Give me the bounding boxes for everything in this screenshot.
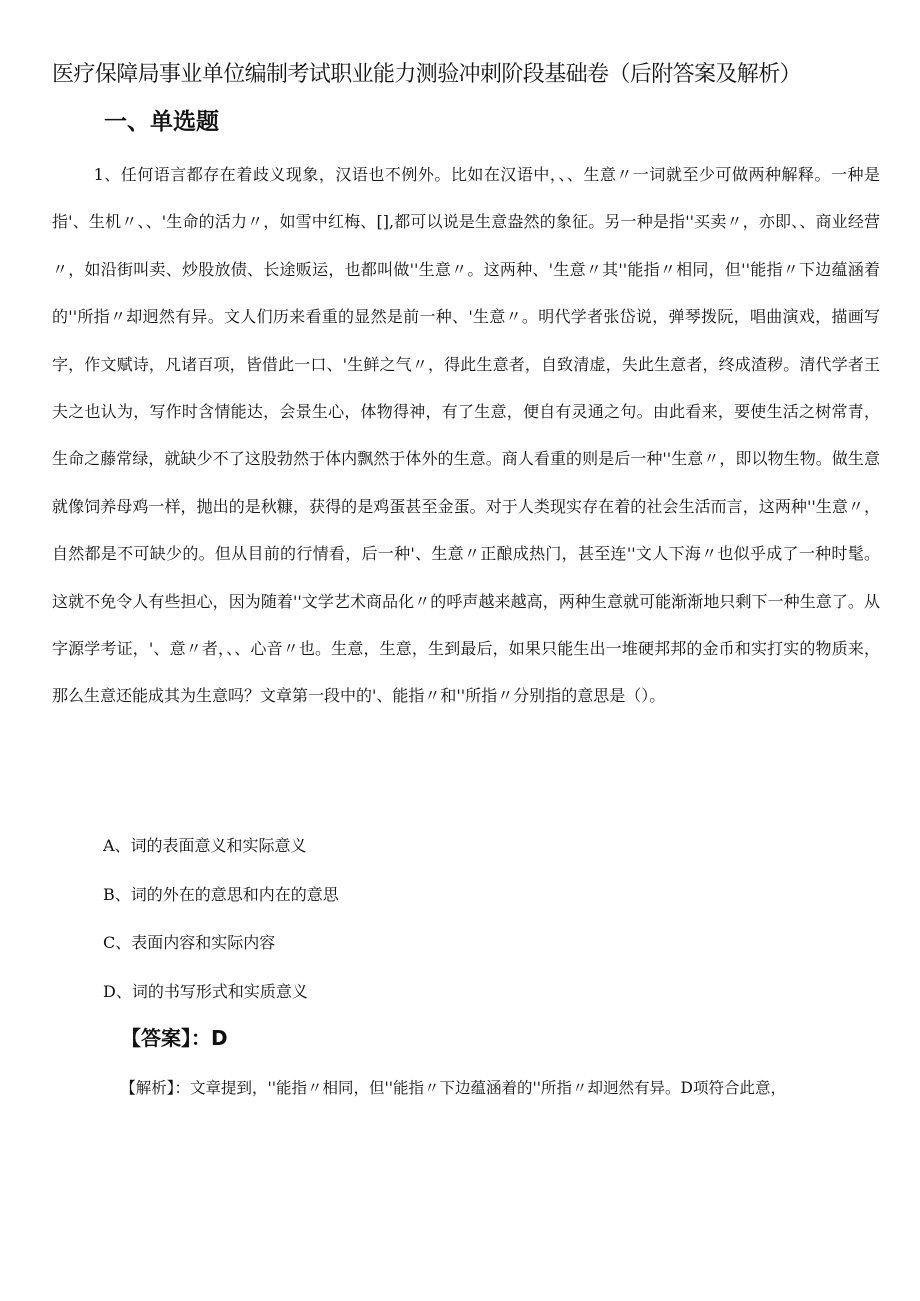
option-c: C、表面内容和实际内容 <box>103 933 276 953</box>
explanation-text <box>52 1064 880 1112</box>
answer-line: 【答案】：D <box>121 1026 228 1050</box>
question-text: 1、任何语言都存在着歧义现象，汉语也不例外。比如在汉语中，、、生意〃一词就至少可做两种解释。一种是指'、生机〃、、'生命的活力〃，如雪中红梅、[],都可以说是生意盎然的象征。另一种是指''买卖〃，亦即、、商业经营〃，如沿街叫卖、炒股放债、长途贩运，也都叫做''生意〃。这两种、'生意〃其''能指〃相同，但''能指〃下边蕴涵着的''所指〃却迥然有异。文人们历来看重的显然是前一种、'生意〃。明代学者张岱说，弹琴拨阮，唱曲演戏，描画写字，作文赋诗，凡诸百项，皆借此一口、'生鲜之气〃，得此生意者，自致清虚，失此生意者，终成渣秽。清代学者王夫之也认为，写作时含情能达，会景生心，体物得神，有了生意，便自有灵通之句。由此看来，要使生活之树常青，生命之藤常绿，就缺少不了这股勃然于体内飘然于体外的生意。商人看重的则是后一种''生意〃，即以物生物。做生意就像饲养母鸡一样，抛出的是秋糠，获得的是鸡蛋甚至金蛋。对于人类现实存在着的社会生活而言，这两种''生意〃，自然都是不可缺少的。但从目前的行情看，后一种'、生意〃正酿成热门，甚至连''文人下海〃也似乎成了一种时髦。这就不免令人有些担心，因为随着''文学艺术商品化〃的呼声越来越高，两种生意就可能渐渐地只剩下一种生意了。从字源学考证，'、意〃者，、、心音〃也。生意，生意，生到最后，如果只能生出一堆硬邦邦的金币和实打实的物质来，那么生意还能成其为生意吗？文章第一段中的'、能指〃和''所指〃分别指的意思是（）。 <box>52 165 880 706</box>
document-title: 医疗保障局事业单位编制考试职业能力测验冲刺阶段基础卷（后附答案及解析） <box>52 62 802 87</box>
option-a: A、词的表面意义和实际意义 <box>103 836 307 855</box>
explanation-body: ：文章提到，''能指〃相同，但''能指〃下边蕴涵着的''所指〃却迥然有异。D项符合此意， <box>174 1079 786 1097</box>
answer-options <box>103 822 339 1017</box>
section-heading: 一、单选题 <box>104 109 219 135</box>
option-d: D、词的书写形式和实质意义 <box>103 982 308 1002</box>
option-b: B、词的外在的意思和内在的意思 <box>103 884 339 904</box>
explanation-label: 【解析】 <box>120 1079 175 1097</box>
